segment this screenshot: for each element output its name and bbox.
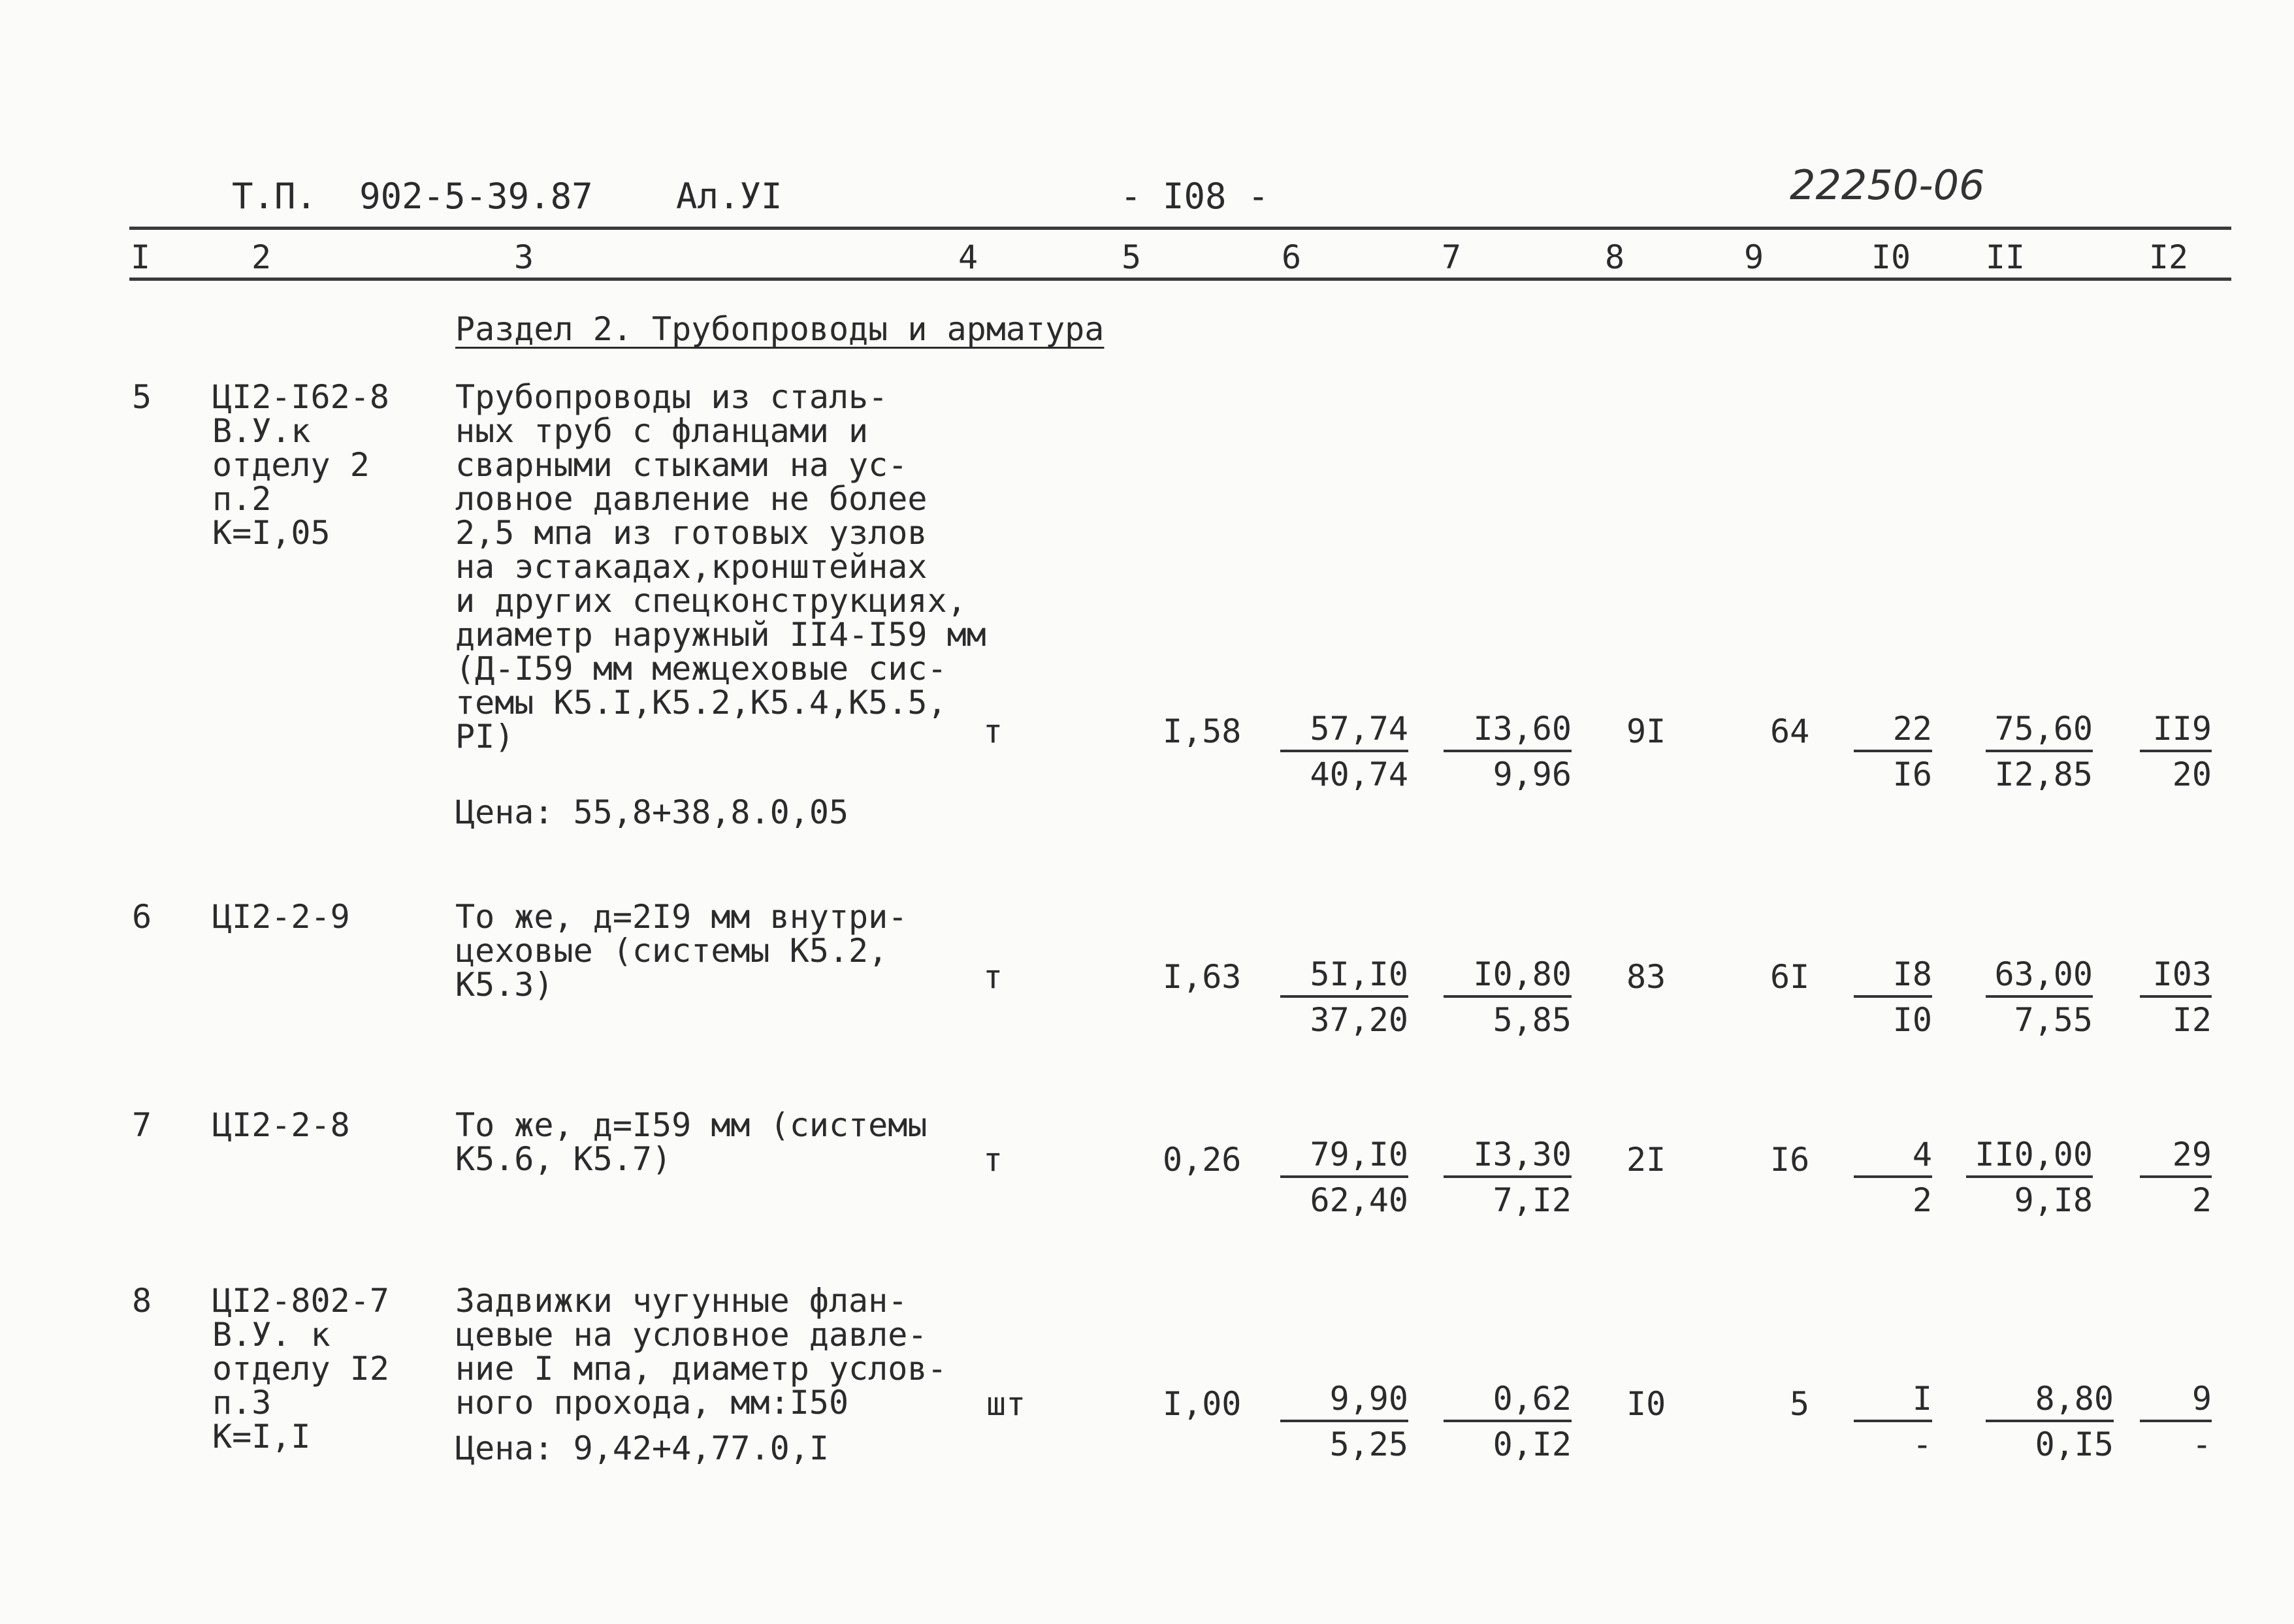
column-header-7: 7: [1441, 238, 1462, 276]
row-description: Задвижки чугунные флан- цевые на условное давле- ние I мпа, диаметр услов- ного прохода, мм:I50: [455, 1282, 947, 1422]
column-header-8: 8: [1604, 238, 1625, 276]
column-header-9: 9: [1743, 238, 1764, 276]
row-col9: I6: [1770, 1141, 1810, 1179]
row-col8: I0: [1626, 1385, 1666, 1423]
row-col10: $\frac{22}{I6}$: [1854, 710, 1932, 793]
row-code: ЦI2-2-8: [212, 1106, 350, 1144]
row-col10: $\frac{4}{2}$: [1854, 1136, 1932, 1218]
row-description: То же, д=2I9 мм внутри- цеховые (системы К5.2, К5.3): [455, 898, 908, 1004]
doc-code: Т.П. 902-5-39.87: [232, 176, 593, 217]
column-header-5: 5: [1121, 238, 1142, 276]
row-col11: $\frac{63,00}{7,55}$: [1986, 956, 2093, 1038]
row-col12: $\frac{29}{2}$: [2140, 1136, 2212, 1218]
row-col7: $\frac{I3,30}{7,I2}$: [1444, 1136, 1572, 1218]
row-col6: $\frac{57,74}{40,74}$: [1280, 710, 1408, 793]
archive-number: 22250-06: [1790, 161, 1985, 209]
column-header-10: I0: [1871, 238, 1911, 276]
row-col9: 64: [1770, 712, 1810, 750]
row-col6: $\frac{79,I0}{62,40}$: [1280, 1136, 1408, 1218]
row-price: Цена: 9,42+4,77.0,I: [455, 1429, 829, 1467]
row-number: 6: [132, 898, 152, 936]
column-header-11: II: [1985, 238, 2026, 276]
row-number: 5: [132, 378, 152, 416]
column-header-6: 6: [1281, 238, 1302, 276]
row-col6: $\frac{5I,I0}{37,20}$: [1280, 956, 1408, 1038]
row-number: 7: [132, 1106, 152, 1144]
row-col12: 9 -: [2140, 1380, 2212, 1463]
row-code: ЦI2-802-7 В.У. к отделу I2 п.3 К=I,I: [212, 1282, 389, 1456]
row-col11: $\frac{8,80}{0,I5}$: [1986, 1380, 2114, 1463]
row-col7: $\frac{0,62}{0,I2}$: [1444, 1380, 1572, 1463]
section-title: Раздел 2. Трубопроводы и арматура: [455, 310, 1105, 348]
row-col12: $\frac{II9}{20}$: [2140, 710, 2212, 793]
row-code: ЦI2-I62-8 В.У.к отделу 2 п.2 К=I,05: [212, 378, 389, 552]
row-col8: 83: [1626, 958, 1666, 996]
row-col11: $\frac{75,60}{I2,85}$: [1986, 710, 2093, 793]
row-col6: $\frac{9,90}{5,25}$: [1280, 1380, 1408, 1463]
column-header-4: 4: [958, 238, 978, 276]
row-quantity: I,63: [1163, 958, 1242, 996]
row-unit: т: [983, 712, 1003, 750]
row-unit: т: [983, 958, 1003, 996]
row-unit: шт: [986, 1385, 1026, 1423]
column-header-rule: [129, 278, 2231, 281]
row-quantity: I,00: [1163, 1385, 1242, 1423]
row-code: ЦI2-2-9: [212, 898, 350, 936]
row-number: 8: [132, 1282, 152, 1320]
column-header-12: I2: [2148, 238, 2189, 276]
row-col7: $\frac{I3,60}{9,96}$: [1444, 710, 1572, 793]
column-header-3: 3: [513, 238, 534, 276]
column-header-2: 2: [251, 238, 272, 276]
page-number: - I08 -: [1120, 176, 1269, 217]
row-description: Трубопроводы из сталь- ных труб с фланцами и сварными стыками на ус- ловное давление не более 2,5 мпа из готовых узлов на эстакадах,кронштейнах и других спецконструкциях, диаметр наружный II4-I59 мм (Д-I59 мм межцеховые сис- темы К5.I,К5.2,К5.4,К5.5, РI): [455, 378, 986, 756]
row-col10: I -: [1854, 1380, 1932, 1463]
top-rule: [129, 227, 2231, 230]
row-col10: $\frac{I8}{I0}$: [1854, 956, 1932, 1038]
row-col8: 2I: [1626, 1141, 1666, 1179]
row-quantity: I,58: [1163, 712, 1242, 750]
column-header-1: I: [130, 238, 151, 276]
row-col11: $\frac{II0,00}{9,I8}$: [1966, 1136, 2093, 1218]
row-col9: 6I: [1770, 958, 1810, 996]
album-number: Ал.УI: [676, 176, 783, 217]
row-col12: $\frac{I03}{I2}$: [2140, 956, 2212, 1038]
row-description: То же, д=I59 мм (системы К5.6, К5.7): [455, 1106, 928, 1178]
row-col8: 9I: [1626, 712, 1666, 750]
row-col7: $\frac{I0,80}{5,85}$: [1444, 956, 1572, 1038]
row-price: Цена: 55,8+38,8.0,05: [455, 793, 849, 831]
row-unit: т: [983, 1141, 1003, 1179]
row-col9: 5: [1790, 1385, 1810, 1423]
row-quantity: 0,26: [1163, 1141, 1242, 1179]
